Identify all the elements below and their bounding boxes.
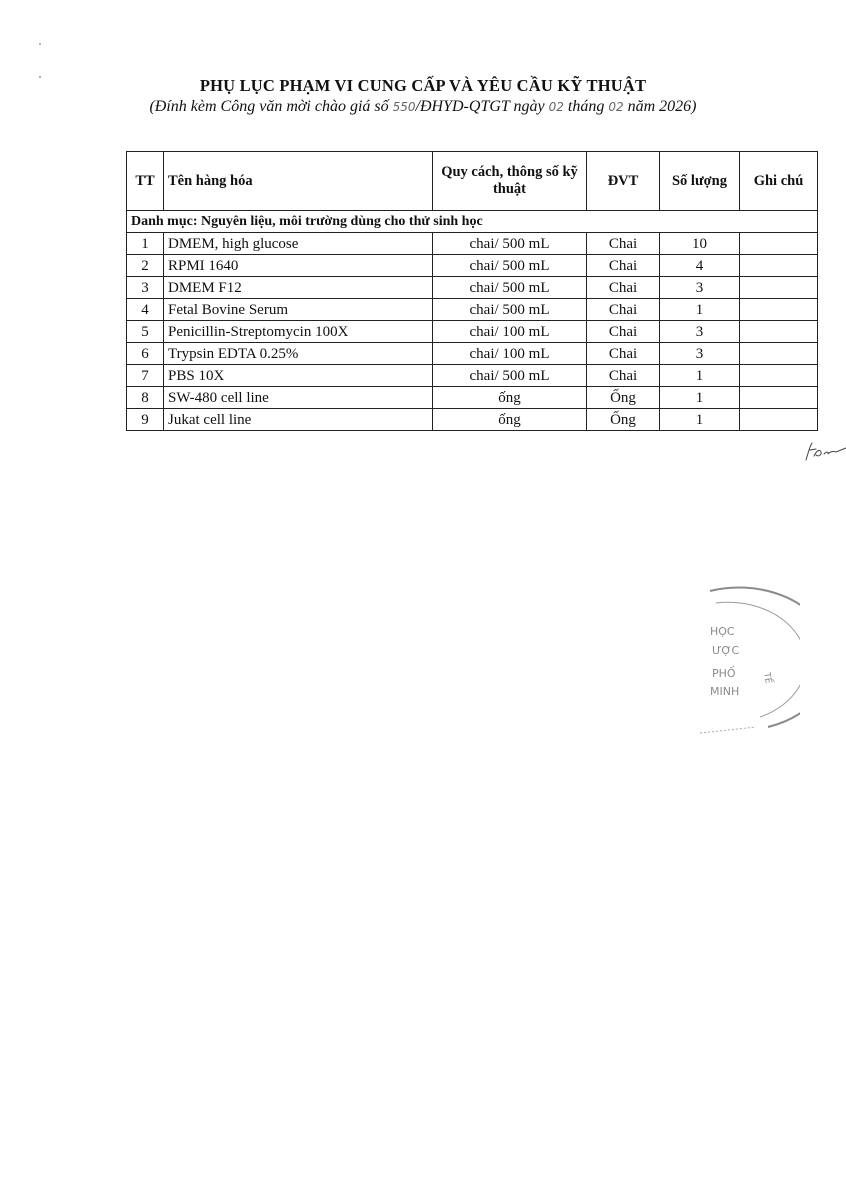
cell-qty: 3 <box>660 277 740 299</box>
cell-unit: Chai <box>587 321 660 343</box>
cell-tt: 1 <box>127 233 164 255</box>
cell-qty: 1 <box>660 387 740 409</box>
cell-note <box>740 365 818 387</box>
cell-unit: Ống <box>587 409 660 431</box>
cell-name: DMEM, high glucose <box>164 233 433 255</box>
cell-tt: 4 <box>127 299 164 321</box>
cell-note <box>740 321 818 343</box>
month-handwritten: 02 <box>608 100 624 114</box>
cell-name: SW-480 cell line <box>164 387 433 409</box>
category-row <box>127 211 818 233</box>
table-row <box>127 321 818 343</box>
category-label: Danh mục: Nguyên liệu, môi trường dùng cho thử sinh học <box>127 211 818 233</box>
cell-unit: Chai <box>587 233 660 255</box>
stamp-text-4: MINH <box>710 685 740 698</box>
cell-unit: Chai <box>587 365 660 387</box>
cell-spec: chai/ 100 mL <box>433 321 587 343</box>
table-row <box>127 365 818 387</box>
cell-tt: 2 <box>127 255 164 277</box>
cell-qty: 1 <box>660 365 740 387</box>
subtitle-text-3: tháng <box>563 98 609 115</box>
day-handwritten: 02 <box>548 100 564 114</box>
stamp-text-2: ƯỢC <box>712 644 740 657</box>
table-row <box>127 343 818 365</box>
subtitle-text-1: (Đính kèm Công văn mời chào giá số <box>149 98 393 115</box>
cell-name: RPMI 1640 <box>164 255 433 277</box>
col-header-note: Ghi chú <box>740 152 818 211</box>
cell-note <box>740 277 818 299</box>
cell-spec: ống <box>433 409 587 431</box>
cell-qty: 1 <box>660 409 740 431</box>
cell-note <box>740 299 818 321</box>
cell-spec: chai/ 500 mL <box>433 299 587 321</box>
cell-qty: 1 <box>660 299 740 321</box>
cell-unit: Ống <box>587 387 660 409</box>
cell-spec: chai/ 500 mL <box>433 233 587 255</box>
cell-name: Jukat cell line <box>164 409 433 431</box>
page-title: PHỤ LỤC PHẠM VI CUNG CẤP VÀ YÊU CẦU KỸ THUẬT <box>199 76 647 95</box>
subtitle-text-2: /ĐHYD-QTGT ngày <box>415 98 549 115</box>
doc-number-handwritten: 550 <box>392 100 416 114</box>
cell-note <box>740 387 818 409</box>
items-table <box>126 151 818 431</box>
cell-qty: 10 <box>660 233 740 255</box>
cell-unit: Chai <box>587 277 660 299</box>
cell-name: Trypsin EDTA 0.25% <box>164 343 433 365</box>
cell-unit: Chai <box>587 255 660 277</box>
cell-note <box>740 409 818 431</box>
cell-unit: Chai <box>587 343 660 365</box>
col-header-name: Tên hàng hóa <box>164 152 433 211</box>
cell-name: DMEM F12 <box>164 277 433 299</box>
cell-tt: 6 <box>127 343 164 365</box>
page-subtitle <box>0 98 846 116</box>
cell-name: Fetal Bovine Serum <box>164 299 433 321</box>
cell-tt: 7 <box>127 365 164 387</box>
table-row <box>127 233 818 255</box>
scan-dot <box>39 43 41 45</box>
stamp-text-side: TẾ <box>761 671 773 685</box>
cell-name: PBS 10X <box>164 365 433 387</box>
cell-qty: 3 <box>660 343 740 365</box>
cell-note <box>740 343 818 365</box>
signature-initials <box>800 440 846 462</box>
cell-qty: 3 <box>660 321 740 343</box>
cell-tt: 8 <box>127 387 164 409</box>
col-header-unit: ĐVT <box>587 152 660 211</box>
col-header-tt: TT <box>127 152 164 211</box>
cell-tt: 9 <box>127 409 164 431</box>
cell-tt: 3 <box>127 277 164 299</box>
table-row <box>127 409 818 431</box>
stamp-text-1: HỌC <box>710 625 735 638</box>
stamp-text-3: PHỐ <box>712 667 736 680</box>
cell-spec: chai/ 500 mL <box>433 255 587 277</box>
cell-qty: 4 <box>660 255 740 277</box>
cell-spec: chai/ 500 mL <box>433 365 587 387</box>
cell-unit: Chai <box>587 299 660 321</box>
col-header-spec: Quy cách, thông số kỹ thuật <box>433 152 587 211</box>
col-header-qty: Số lượng <box>660 152 740 211</box>
table-row <box>127 255 818 277</box>
table-row <box>127 387 818 409</box>
cell-tt: 5 <box>127 321 164 343</box>
subtitle-text-4: năm 2026) <box>623 98 697 115</box>
table-header-row <box>127 152 818 211</box>
cell-spec: ống <box>433 387 587 409</box>
cell-note <box>740 255 818 277</box>
cell-spec: chai/ 100 mL <box>433 343 587 365</box>
cell-spec: chai/ 500 mL <box>433 277 587 299</box>
cell-note <box>740 233 818 255</box>
cell-name: Penicillin-Streptomycin 100X <box>164 321 433 343</box>
table-row <box>127 277 818 299</box>
table-row <box>127 299 818 321</box>
red-seal-stamp <box>690 585 800 735</box>
